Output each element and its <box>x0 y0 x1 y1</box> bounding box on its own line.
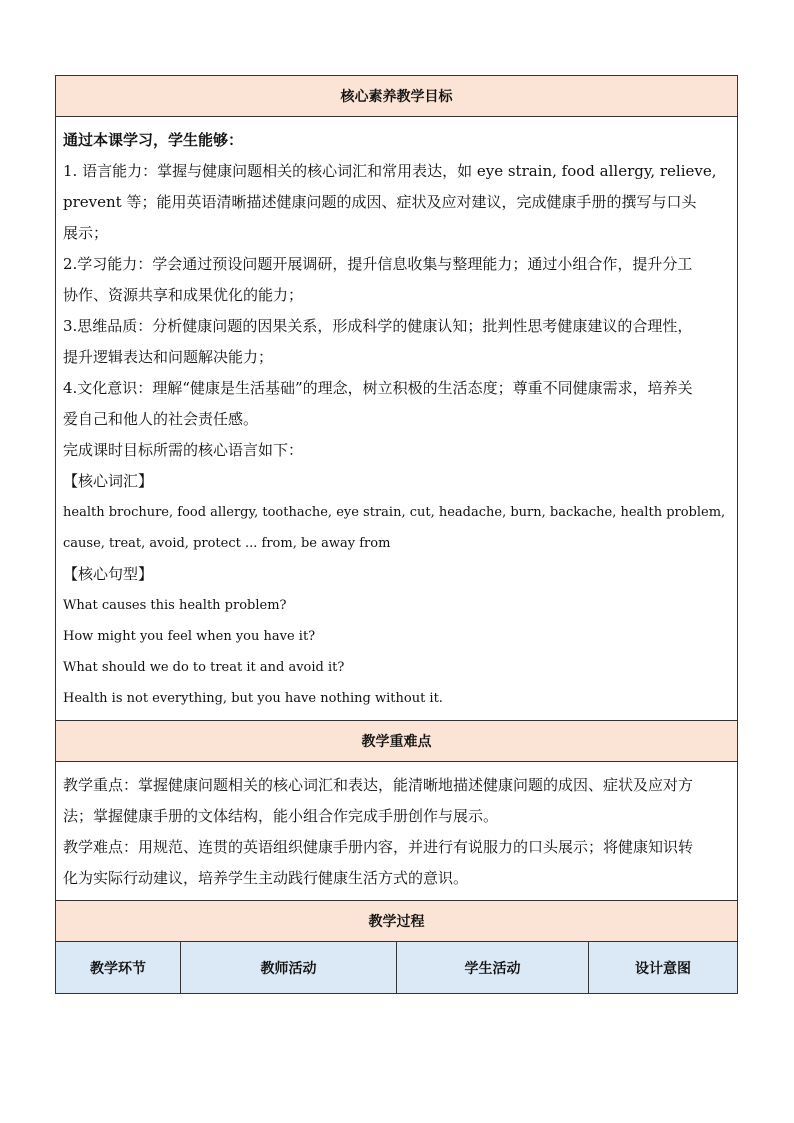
keypoint-line: 化为实际行动建议，培养学生主动践行健康生活方式的意识。 <box>63 869 469 887</box>
goal-line: 1. 语言能力：掌握与健康问题相关的核心词汇和常用表达，如 eye strain, food allergy, relieve, <box>63 162 717 180</box>
sentence-line: Health is not everything, but you have nothing without it. <box>63 691 443 706</box>
process-column-headers <box>56 942 737 993</box>
keypoint-line: 教学难点：用规范、连贯的英语组织健康手册内容，并进行有说服力的口头展示；将健康知识转 <box>63 838 694 856</box>
column-header: 教学环节 <box>56 942 181 993</box>
goals-content <box>56 117 737 721</box>
intro-line: 通过本课学习，学生能够： <box>63 131 244 149</box>
section-header-process <box>56 901 737 942</box>
section-header-keypoints <box>56 721 737 762</box>
lesson-plan-table <box>55 75 738 994</box>
subheading-sentences: 【核心句型】 <box>63 565 154 583</box>
column-header: 设计意图 <box>635 960 691 977</box>
goal-line: prevent 等；能用英语清晰描述健康问题的成因、症状及应对建议，完成健康手册的撰写与口头 <box>63 193 697 211</box>
subheading-vocabulary: 【核心词汇】 <box>63 472 154 490</box>
keypoints-content <box>56 762 737 901</box>
keypoint-line: 法；掌握健康手册的文体结构，能小组合作完成手册创作与展示。 <box>63 807 499 825</box>
goal-line: 3.思维品质：分析健康问题的因果关系，形成科学的健康认知；批判性思考健康建议的合理性， <box>63 317 693 335</box>
goal-line: 2.学习能力：学会通过预设问题开展调研，提升信息收集与整理能力；通过小组合作，提升分工 <box>63 255 693 273</box>
goal-line: 4.文化意识：理解“健康是生活基础”的理念，树立积极的生活态度；尊重不同健康需求，培养关 <box>63 379 693 397</box>
column-header: 学生活动 <box>397 942 589 993</box>
keypoint-line: 教学重点：掌握健康问题相关的核心词汇和表达，能清晰地描述健康问题的成因、症状及应对方 <box>63 776 694 794</box>
vocabulary-line: cause, treat, avoid, protect ... from, be away from <box>63 536 391 551</box>
section-header-goals <box>56 76 737 117</box>
goal-line: 完成课时目标所需的核心语言如下： <box>63 441 304 459</box>
goal-line: 提升逻辑表达和问题解决能力； <box>63 348 274 366</box>
sentence-line: How might you feel when you have it? <box>63 629 316 644</box>
section-title: 教学过程 <box>368 914 425 930</box>
section-title: 核心素养教学目标 <box>340 89 453 105</box>
section-title: 教学重难点 <box>361 734 432 750</box>
sentence-line: What causes this health problem? <box>63 598 287 613</box>
goal-line: 爱自己和他人的社会责任感。 <box>63 410 259 428</box>
goal-line: 展示； <box>63 224 109 242</box>
vocabulary-line: health brochure, food allergy, toothache, eye strain, cut, headache, burn, backache, health problem, <box>63 505 726 520</box>
column-header: 教师活动 <box>181 942 397 993</box>
sentence-line: What should we do to treat it and avoid it? <box>63 660 345 675</box>
goal-line: 协作、资源共享和成果优化的能力； <box>63 286 304 304</box>
